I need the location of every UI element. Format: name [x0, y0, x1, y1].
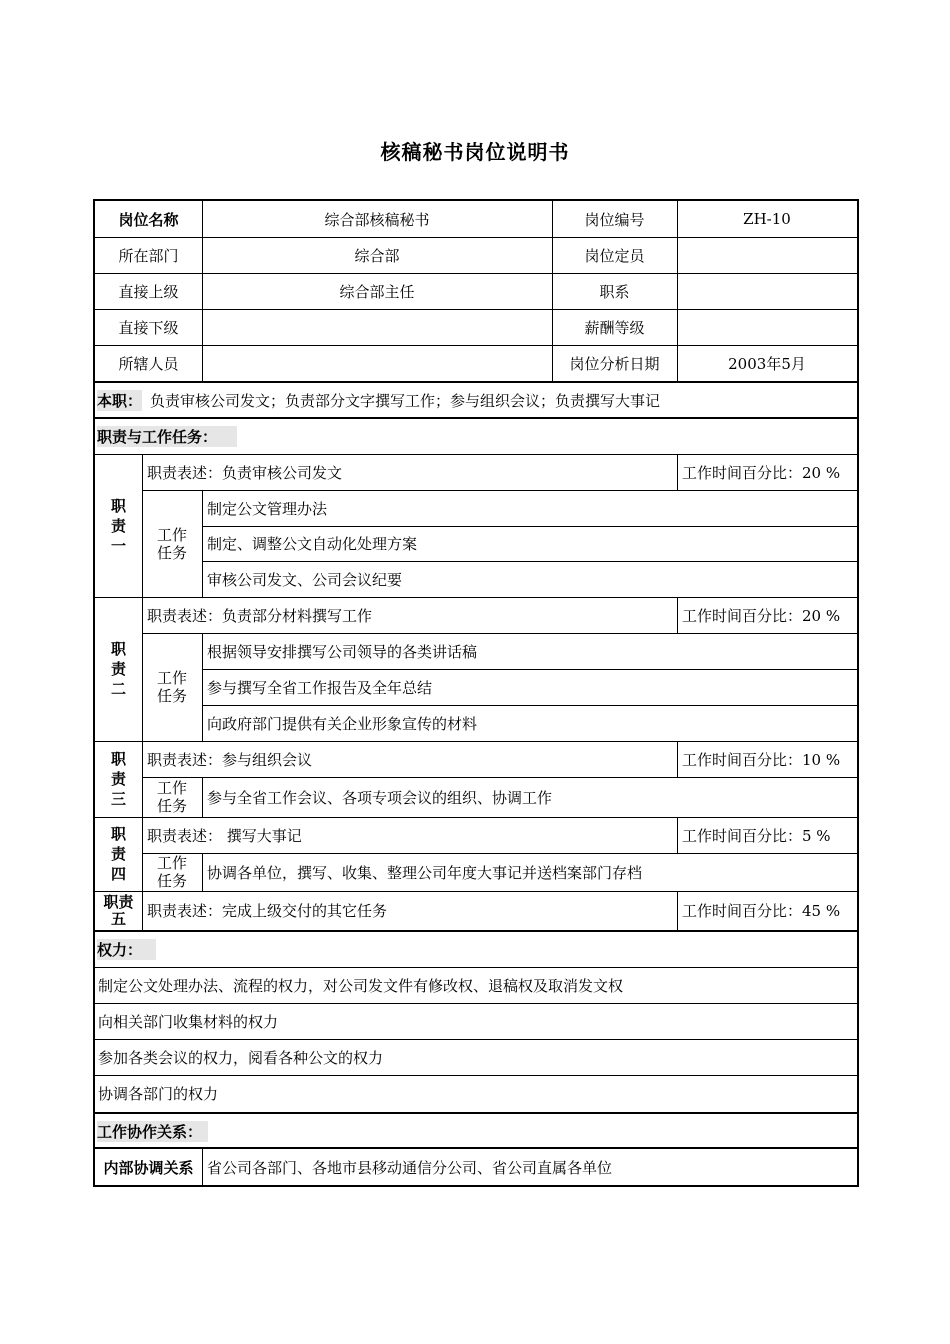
headcount-value [677, 237, 857, 273]
staff-value [202, 345, 552, 382]
relations-header-row [95, 1114, 857, 1148]
power-item-2: 向相关部门收集材料的权力 [98, 1012, 279, 1031]
direct-subordinate-label: 直接下级 [118, 318, 179, 337]
duty-4-time-percent: 工作时间百分比：5 % [682, 826, 831, 845]
position-name-value: 综合部核稿秘书 [324, 210, 430, 229]
duty-3-time-percent: 工作时间百分比：10 % [682, 750, 841, 769]
duty-2-task-3: 向政府部门提供有关企业形象宣传的材料 [207, 714, 478, 733]
headcount-label: 岗位定员 [584, 246, 645, 265]
department-value: 综合部 [354, 246, 400, 265]
duty-1-task-1: 制定公文管理办法 [207, 499, 328, 518]
job-series-value [677, 273, 857, 309]
duty-4-name: 职 责 四 [110, 825, 126, 883]
analysis-date-value: 2003年5月 [728, 355, 806, 373]
powers-header: 权力： [97, 939, 156, 960]
page-title: 核稿秘书岗位说明书 [380, 140, 570, 164]
duty-4-task-label: 工作 任务 [156, 854, 187, 890]
salary-grade-value [677, 309, 857, 345]
duty-3-description: 职责表述：参与组织会议 [147, 750, 313, 769]
duty-1-name: 职 责 一 [110, 496, 126, 555]
duty-2-task-label: 工作 任务 [156, 669, 187, 705]
job-description-table [93, 199, 859, 1187]
department-label: 所在部门 [118, 246, 179, 265]
duty-2-time-percent: 工作时间百分比：20 % [682, 606, 841, 625]
summary-text: 负责审核公司发文；负责部分文字撰写工作；参与组织会议；负责撰写大事记 [150, 392, 661, 410]
duty-2-task-2: 参与撰写全省工作报告及全年总结 [207, 678, 433, 697]
direct-superior-value: 综合部主任 [339, 282, 415, 301]
internal-relations-value: 省公司各部门、各地市县移动通信分公司、省公司直属各单位 [207, 1158, 613, 1177]
duty-4-task-1: 协调各单位，撰写、收集、整理公司年度大事记并送档案部门存档 [207, 863, 643, 882]
duty-1-task-3: 审核公司发文、公司会议纪要 [207, 570, 403, 589]
duty-3-name: 职 责 三 [110, 750, 126, 808]
duty-5-time-percent: 工作时间百分比：45 % [682, 902, 841, 920]
summary-row [95, 383, 857, 418]
position-code-label: 岗位编号 [584, 210, 645, 229]
duty-1-task-2: 制定、调整公文自动化处理方案 [207, 535, 418, 553]
duty-1-time-percent: 工作时间百分比：20 % [682, 463, 841, 482]
duty-1-description: 职责表述：负责审核公司发文 [147, 463, 343, 482]
position-name-label: 岗位名称 [118, 210, 179, 229]
duty-5-description: 职责表述：完成上级交付的其它任务 [147, 902, 388, 920]
duty-3-task-label: 工作 任务 [156, 779, 187, 815]
analysis-date-label: 岗位分析日期 [569, 355, 660, 373]
direct-subordinate-value [202, 309, 552, 345]
duty-2-task-1: 根据领导安排撰写公司领导的各类讲话稿 [207, 642, 478, 661]
duty-4-description: 职责表述： 撰写大事记 [147, 826, 302, 845]
internal-relations-label: 内部协调关系 [103, 1158, 194, 1177]
duty-1-task-label: 工作 任务 [156, 525, 187, 562]
direct-superior-label: 直接上级 [118, 282, 179, 301]
duties-header: 职责与工作任务： [97, 426, 237, 447]
power-item-4: 协调各部门的权力 [98, 1085, 219, 1103]
powers-header-row [95, 932, 857, 967]
duty-3-task-1: 参与全省工作会议、各项专项会议的组织、协调工作 [207, 788, 553, 807]
power-item-1: 制定公文处理办法、流程的权力，对公司发文件有修改权、退稿权及取消发文权 [98, 976, 624, 995]
staff-label: 所辖人员 [118, 355, 179, 373]
duty-2-description: 职责表述：负责部分材料撰写工作 [147, 606, 373, 625]
duties-header-row [95, 419, 857, 454]
summary-label: 本职： [97, 392, 143, 410]
duty-5-name: 职责 五 [103, 892, 134, 928]
job-series-label: 职系 [599, 282, 630, 301]
power-item-3: 参加各类会议的权力，阅看各种公文的权力 [98, 1048, 384, 1067]
duty-2-name: 职 责 二 [110, 640, 126, 698]
salary-grade-label: 薪酬等级 [584, 318, 645, 337]
relations-header: 工作协作关系： [97, 1121, 208, 1142]
position-code-value: ZH-10 [743, 210, 791, 228]
